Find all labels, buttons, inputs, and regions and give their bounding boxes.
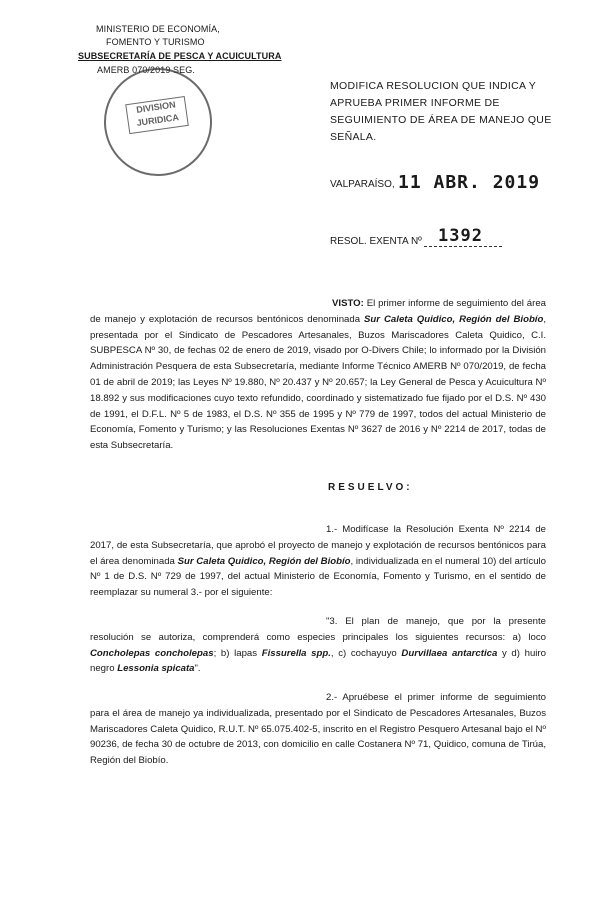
species-3: Durvillaea antarctica [401, 647, 498, 659]
item-1-paragraph [90, 522, 546, 601]
resolution-date: 11 ABR. 2019 [398, 172, 541, 193]
species-4: Lessonia spicata [117, 663, 195, 675]
visto-area-name: Sur Caleta Quidico, Región del Biobío [364, 313, 544, 325]
stamp-line-2: JURIDICA [135, 112, 180, 128]
visto-paragraph [90, 296, 546, 454]
header-ministry-sub: FOMENTO Y TURISMO [106, 37, 205, 47]
quote-text-e: ". [194, 663, 201, 675]
place-label: VALPARAÍSO, [330, 179, 395, 190]
resolution-subject: MODIFICA RESOLUCION QUE INDICA Y APRUEBA PRIMER INFORME DE SEGUIMIENTO DE ÁREA DE MANEJO QUE SEÑALA. [330, 80, 552, 143]
resolution-number: 1392 [438, 226, 483, 246]
visto-text-a: El primer informe de seguimiento del área de manejo y explotación de recursos bentónicos denominada [90, 298, 546, 325]
quoted-numeral-paragraph [90, 614, 546, 677]
stamp-line-1: DIVISION [135, 99, 177, 115]
species-2: Fissurella spp. [261, 647, 331, 659]
quote-text-b: ; b) lapas [213, 647, 262, 659]
header-ministry: MINISTERIO DE ECONOMÍA, [96, 24, 220, 34]
species-1: Concholepas concholepas [90, 647, 214, 659]
item-2-paragraph: 2.- Apruébese el primer informe de seguimiento para el área de manejo ya individualizada, presentado por el Sindicato de Pescadores Artesanales, Buzos Mariscadores Caleta Quidico, R.U.T. Nº 65.075.402-5, inscrito en el Registro Pesquero Artesanal bajo el Nº 90236, de fecha 30 de octubre de 2013, con domicilio en calle Costanera Nº 71, Quidico, comuna de Tirúa, Región del Biobío. [90, 692, 546, 767]
resolution-number-label: RESOL. EXENTA Nº [330, 236, 422, 247]
stamp-inner-box [125, 96, 189, 134]
visto-label: VISTO: [332, 298, 364, 309]
division-juridica-stamp [97, 61, 219, 183]
item-1-area-name: Sur Caleta Quidico, Región del Biobío [177, 555, 351, 567]
number-underline [424, 246, 502, 247]
header-reference: AMERB 070/2019 SEG. [97, 65, 195, 75]
quote-text-d: y d) huiro negro [90, 647, 546, 675]
item-1-text-a: 1.- Modifícase la Resolución Exenta Nº 2214 de 2017, de esta Subsecretaría, que aprobó el proyecto de manejo y explotación de recursos bentónicos para el área denominada [90, 524, 546, 567]
visto-text-b: , presentada por el Sindicato de Pescadores Artesanales, Buzos Mariscadores Caleta Quidico, C.I. SUBPESCA Nº 30, de fechas 02 de enero de 2019, visado por O-Divers Chile; lo informado por la División Administración Pesquera de esta Subsecretaría, mediante Informe Técnico AMERB Nº 070/2019, de fecha 01 de abril de 2019; las Leyes Nº 19.880, Nº 20.437 y Nº 20.657; la Ley General de Pesca y Acuicultura Nº 18.892 y sus modificaciones cuyo texto refundido, coordinado y sistematizado fue fijado por el D.S. Nº 430 de 1991, el D.F.L. Nº 5 de 1983, el D.S. Nº 355 de 1995 y Nº 779 de 1997, todos del actual Ministerio de Economía, Fomento y Turismo; y las Resoluciones Exentas Nº 3627 de 2016 y Nº 2214 de 2017, todas de esta Subsecretaría. [90, 313, 547, 452]
quote-text-a: "3. El plan de manejo, que por la presente resolución se autoriza, comprenderá como especies principales los siguientes recursos: a) loco [90, 616, 546, 643]
quote-text-c: , c) cochayuyo [330, 647, 402, 659]
resuelvo-heading: RESUELVO: [328, 482, 413, 493]
header-subsecretaria: SUBSECRETARÍA DE PESCA Y ACUICULTURA [78, 51, 282, 61]
item-1-text-b: , individualizada en el numeral 10) del artículo Nº 1 de D.S. Nº 729 de 1997, del actual Ministerio de Economía, Fomento y Turismo, en el sentido de reemplazar su numeral 3.- por el siguiente: [90, 555, 547, 599]
